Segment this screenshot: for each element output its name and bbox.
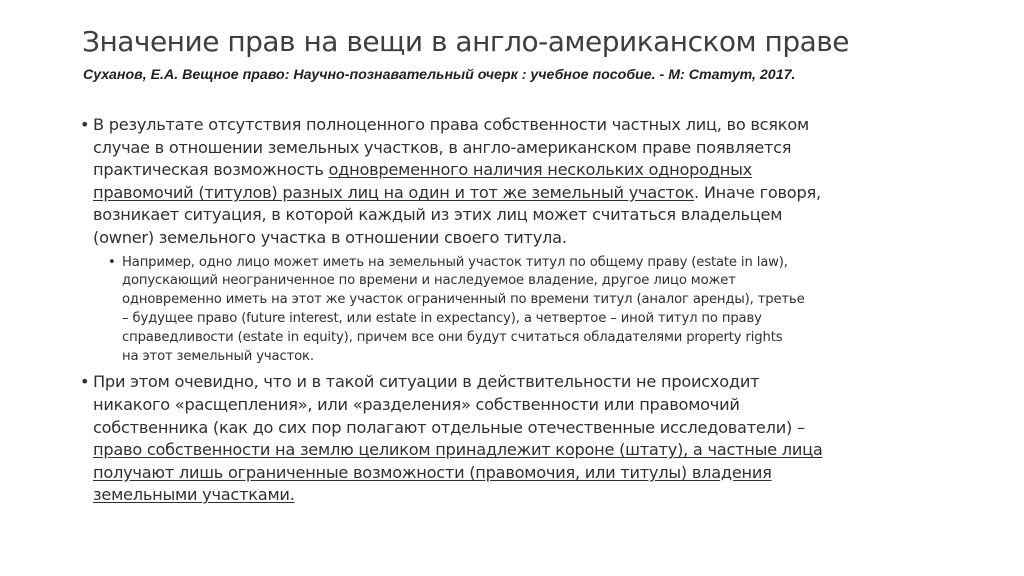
- bullet-1-line-1: В результате отсутствия полноценного права собственности частных лиц, во всяком: [93, 115, 809, 134]
- sub-bullet-marker: •: [108, 254, 116, 270]
- bullet-1-line-2: случае в отношении земельных участков, в англо-американском праве появляется: [93, 137, 792, 157]
- sub-bullet-line-4: – будущее право (future interest, или estate in expectancy), а четвертое – иной титул по праву: [122, 310, 762, 326]
- bullet-1-line-4-text: . Иначе говоря,: [694, 182, 821, 202]
- sub-bullet-line-1: Например, одно лицо может иметь на земельный участок титул по общему праву (estate in law),: [122, 254, 788, 270]
- bullet-1-line-3: [93, 159, 980, 182]
- bullet-2-line-6-underlined: земельными участками.: [93, 485, 295, 505]
- bullet-2-line-5-underlined: получают лишь ограниченные возможности (правомочия, или титулы) владения: [93, 462, 772, 482]
- bullet-2-line-2: никакого «расщепления», или «разделения» собственности или правомочий: [93, 394, 740, 414]
- bullet-item-2: [80, 371, 980, 507]
- bullet-marker: •: [80, 115, 90, 134]
- slide-subtitle-citation: Суханов, Е.А. Вещное право: Научно-познавательный очерк : учебное пособие. - М: Статут, 2017.: [83, 67, 796, 83]
- bullet-1-line-5: возникает ситуация, в которой каждый из этих лиц может считаться владельцем: [93, 205, 783, 225]
- sub-bullet-line-6: на этот земельный участок.: [122, 348, 314, 364]
- bullet-1-line-3-underlined: одновременного наличия нескольких однородных: [328, 160, 752, 180]
- bullet-2-line-3: собственника (как до сих пор полагают отдельные отечественные исследователи) –: [93, 417, 805, 437]
- sub-bullet-line-5: справедливости (estate in equity), причем все они будут считаться обладателями property rights: [122, 329, 783, 345]
- sub-bullet-line-2: допускающий неограниченное по времени и наследуемое владение, другое лицо может: [122, 273, 736, 289]
- sub-bullet-item: [108, 254, 980, 367]
- slide-title: Значение прав на вещи в англо-американском праве: [82, 25, 850, 58]
- bullet-item-1: [80, 114, 980, 250]
- bullet-1-line-3-text: практическая возможность: [93, 160, 329, 180]
- bullet-2-line-1: При этом очевидно, что и в такой ситуации в действительности не происходит: [93, 372, 760, 392]
- sub-bullet-line-3: одновременно иметь на этот же участок ограниченный по времени титул (аналог аренды), третье: [122, 292, 805, 308]
- slide-body: [80, 114, 980, 507]
- bullet-1-line-4: [93, 182, 980, 205]
- bullet-1-line-6: (owner) земельного участка в отношении своего титула.: [93, 227, 567, 247]
- bullet-1-line-4-underlined: правомочий (титулов) разных лиц на один и тот же земельный участок: [93, 182, 695, 202]
- bullet-marker: •: [80, 372, 90, 392]
- bullet-2-line-4-underlined: право собственности на землю целиком принадлежит короне (штату), а частные лица: [93, 440, 823, 460]
